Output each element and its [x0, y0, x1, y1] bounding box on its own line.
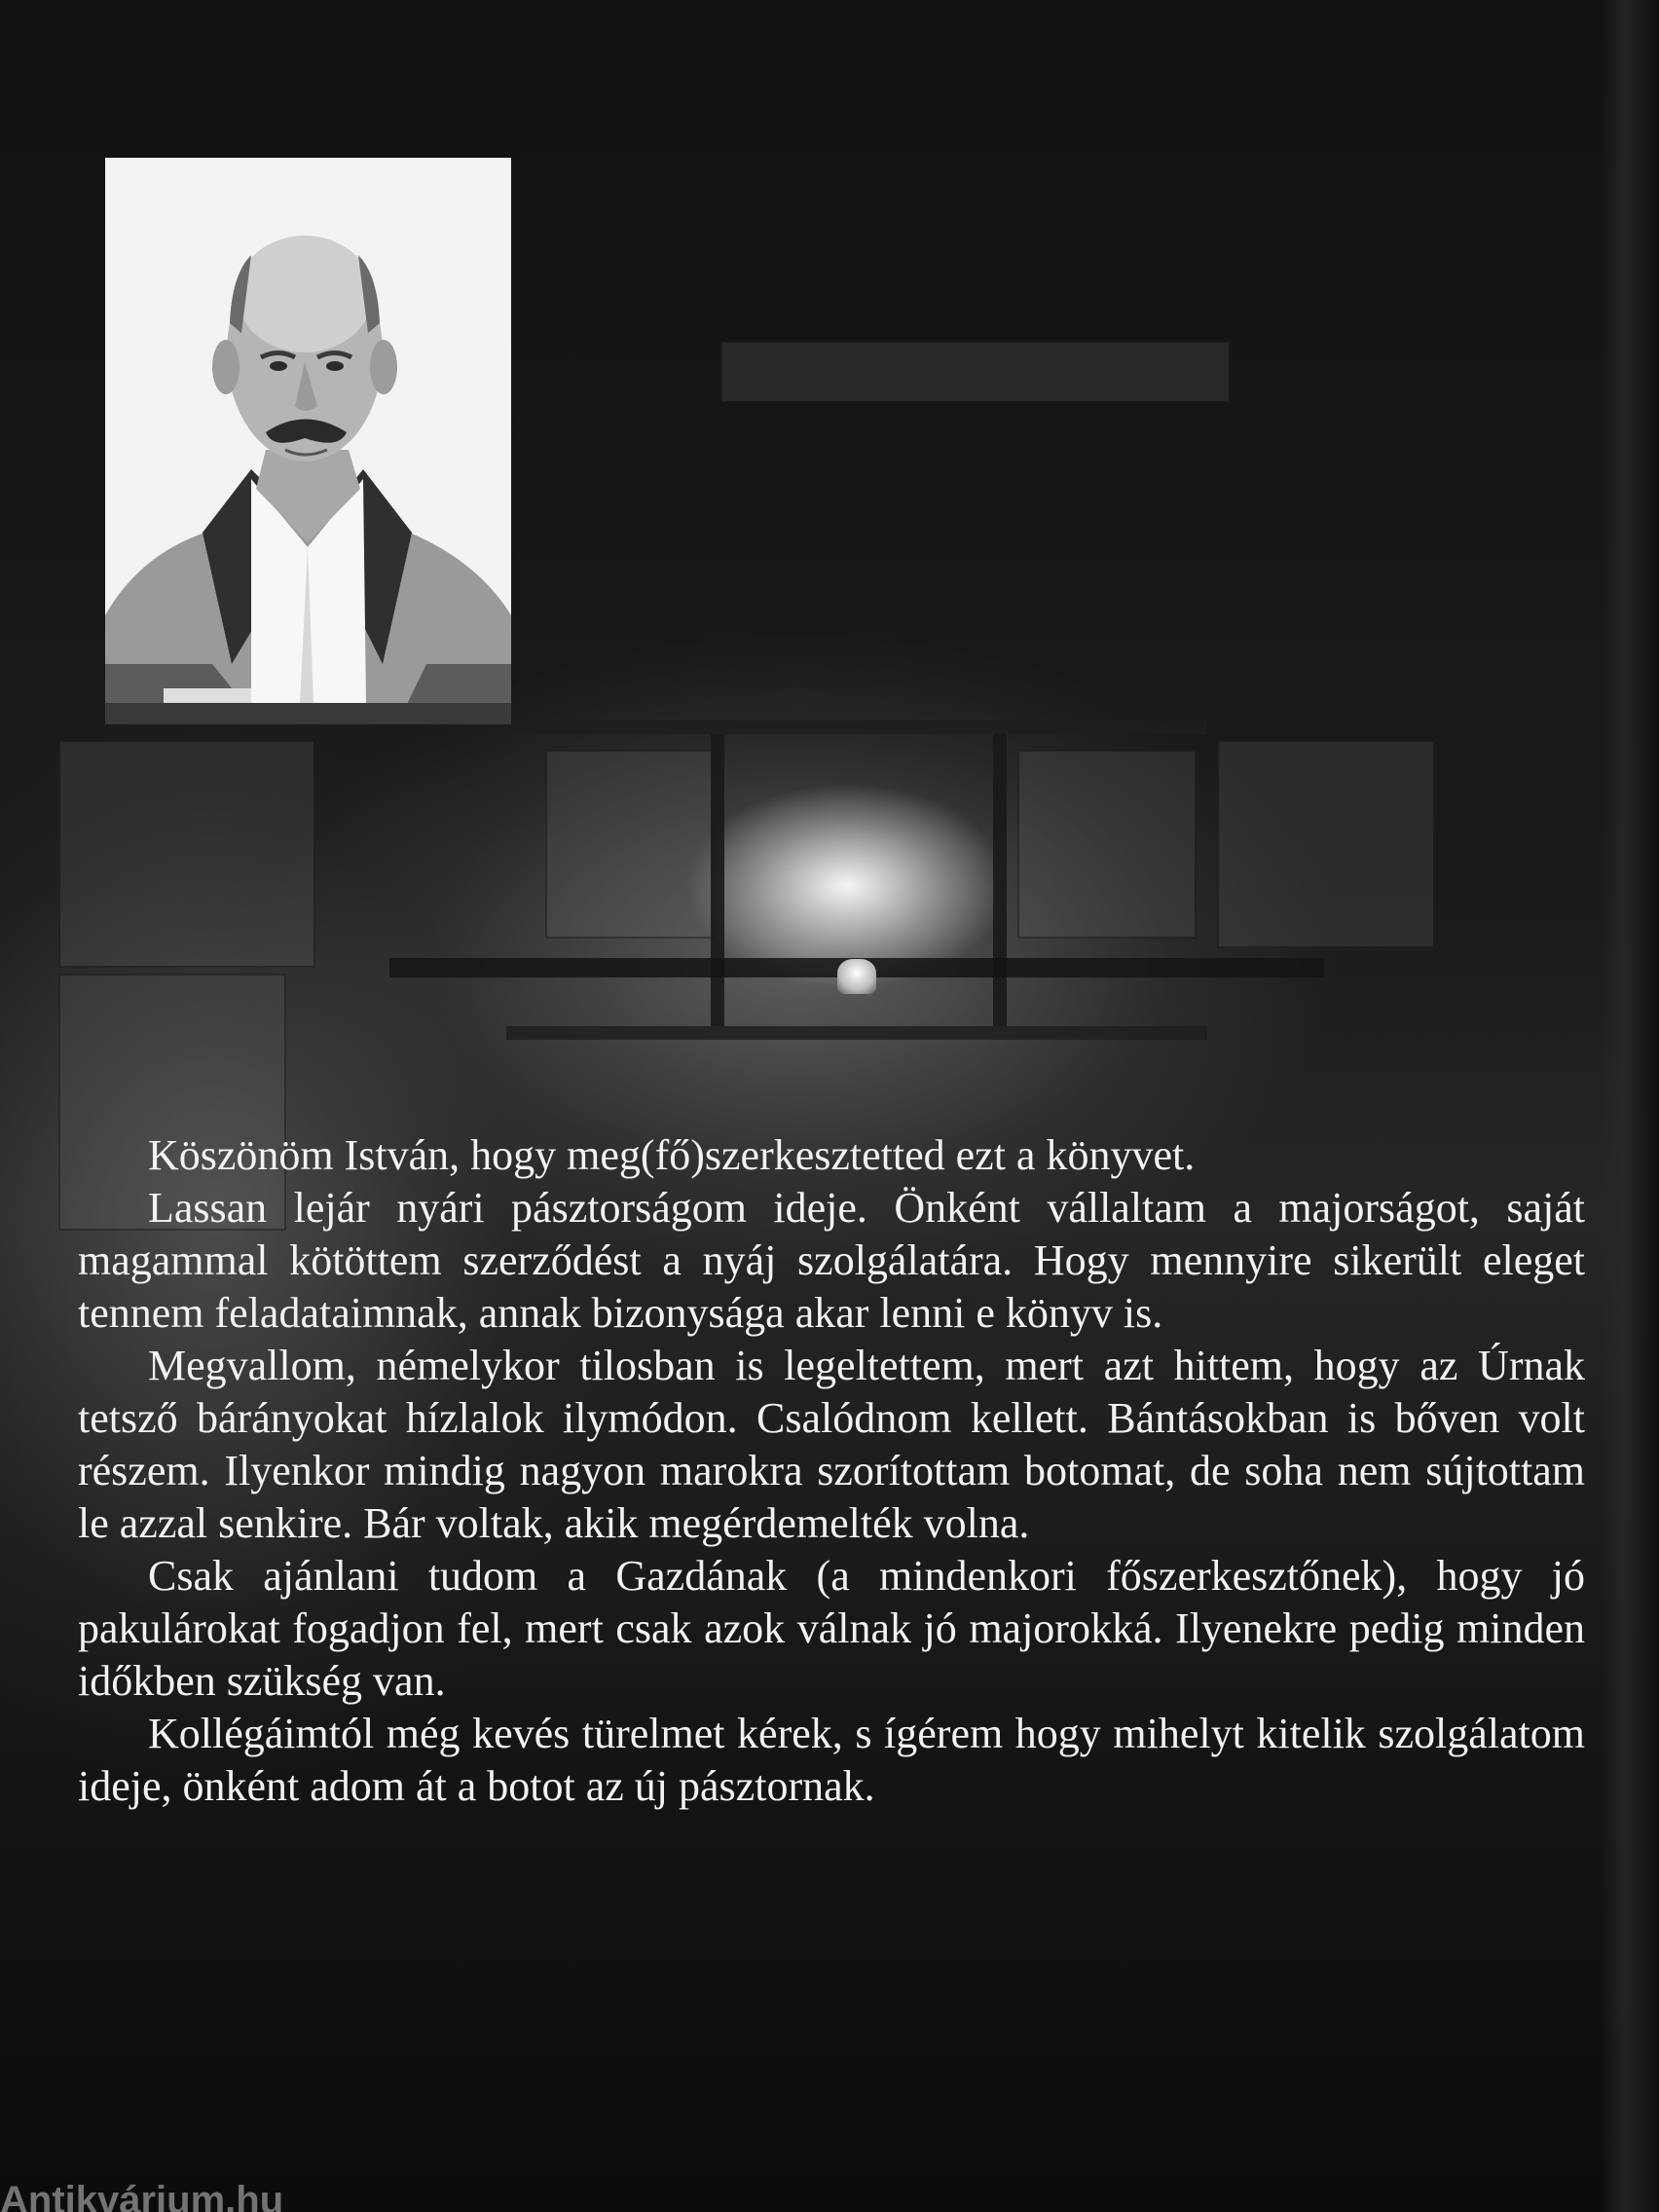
paragraph: Megvallom, némelykor tilosban is legeltettem, mert azt hittem, hogy az Úrnak tetsző bárányokat hízlalok ilymódon. Csalódnom kellett. Bántásokban is bőven volt részem. Ilyenkor mindig nagyon marokra szorítottam botomat, de soha nem sújtottam le azzal senkire. Bár voltak, akik megérdemelték volna. [78, 1342, 1585, 1547]
wall-stone [1217, 740, 1435, 948]
author-photo [105, 158, 511, 724]
paragraph: Köszönöm István, hogy meg(fő)szerkesztetted ezt a könyvet. [148, 1131, 1196, 1179]
paragraph: Lassan lejár nyári pásztorságom ideje. Önként vállaltam a majorságot, saját magammal kötöttem szerződést a nyáj szolgálatára. Hogy mennyire sikerült eleget tennem feladataimnak, annak bizonysága akar lenni e könyv is. [78, 1184, 1585, 1337]
wall-stone [58, 740, 315, 968]
paragraph: Kollégáimtól még kevés türelmet kérek, s ígérem hogy mihelyt kitelik szolgálatom ideje, önként adom át a botot az új pásztornak. [78, 1710, 1585, 1810]
lamp-icon [837, 959, 876, 994]
paragraph: Csak ajánlani tudom a Gazdának (a mindenkori főszerkesztőnek), hogy jó pakulárokat fogadjon fel, mert csak azok válnak jó majorokká. Ilyenekre pedig minden időkben szükség van. [78, 1552, 1585, 1705]
wall-stone [720, 341, 1231, 403]
spine-edge [1601, 0, 1659, 2212]
back-cover-text [78, 1129, 1585, 1813]
watermark: Antikvárium.hu [0, 2179, 284, 2212]
author-portrait-image [105, 158, 511, 724]
